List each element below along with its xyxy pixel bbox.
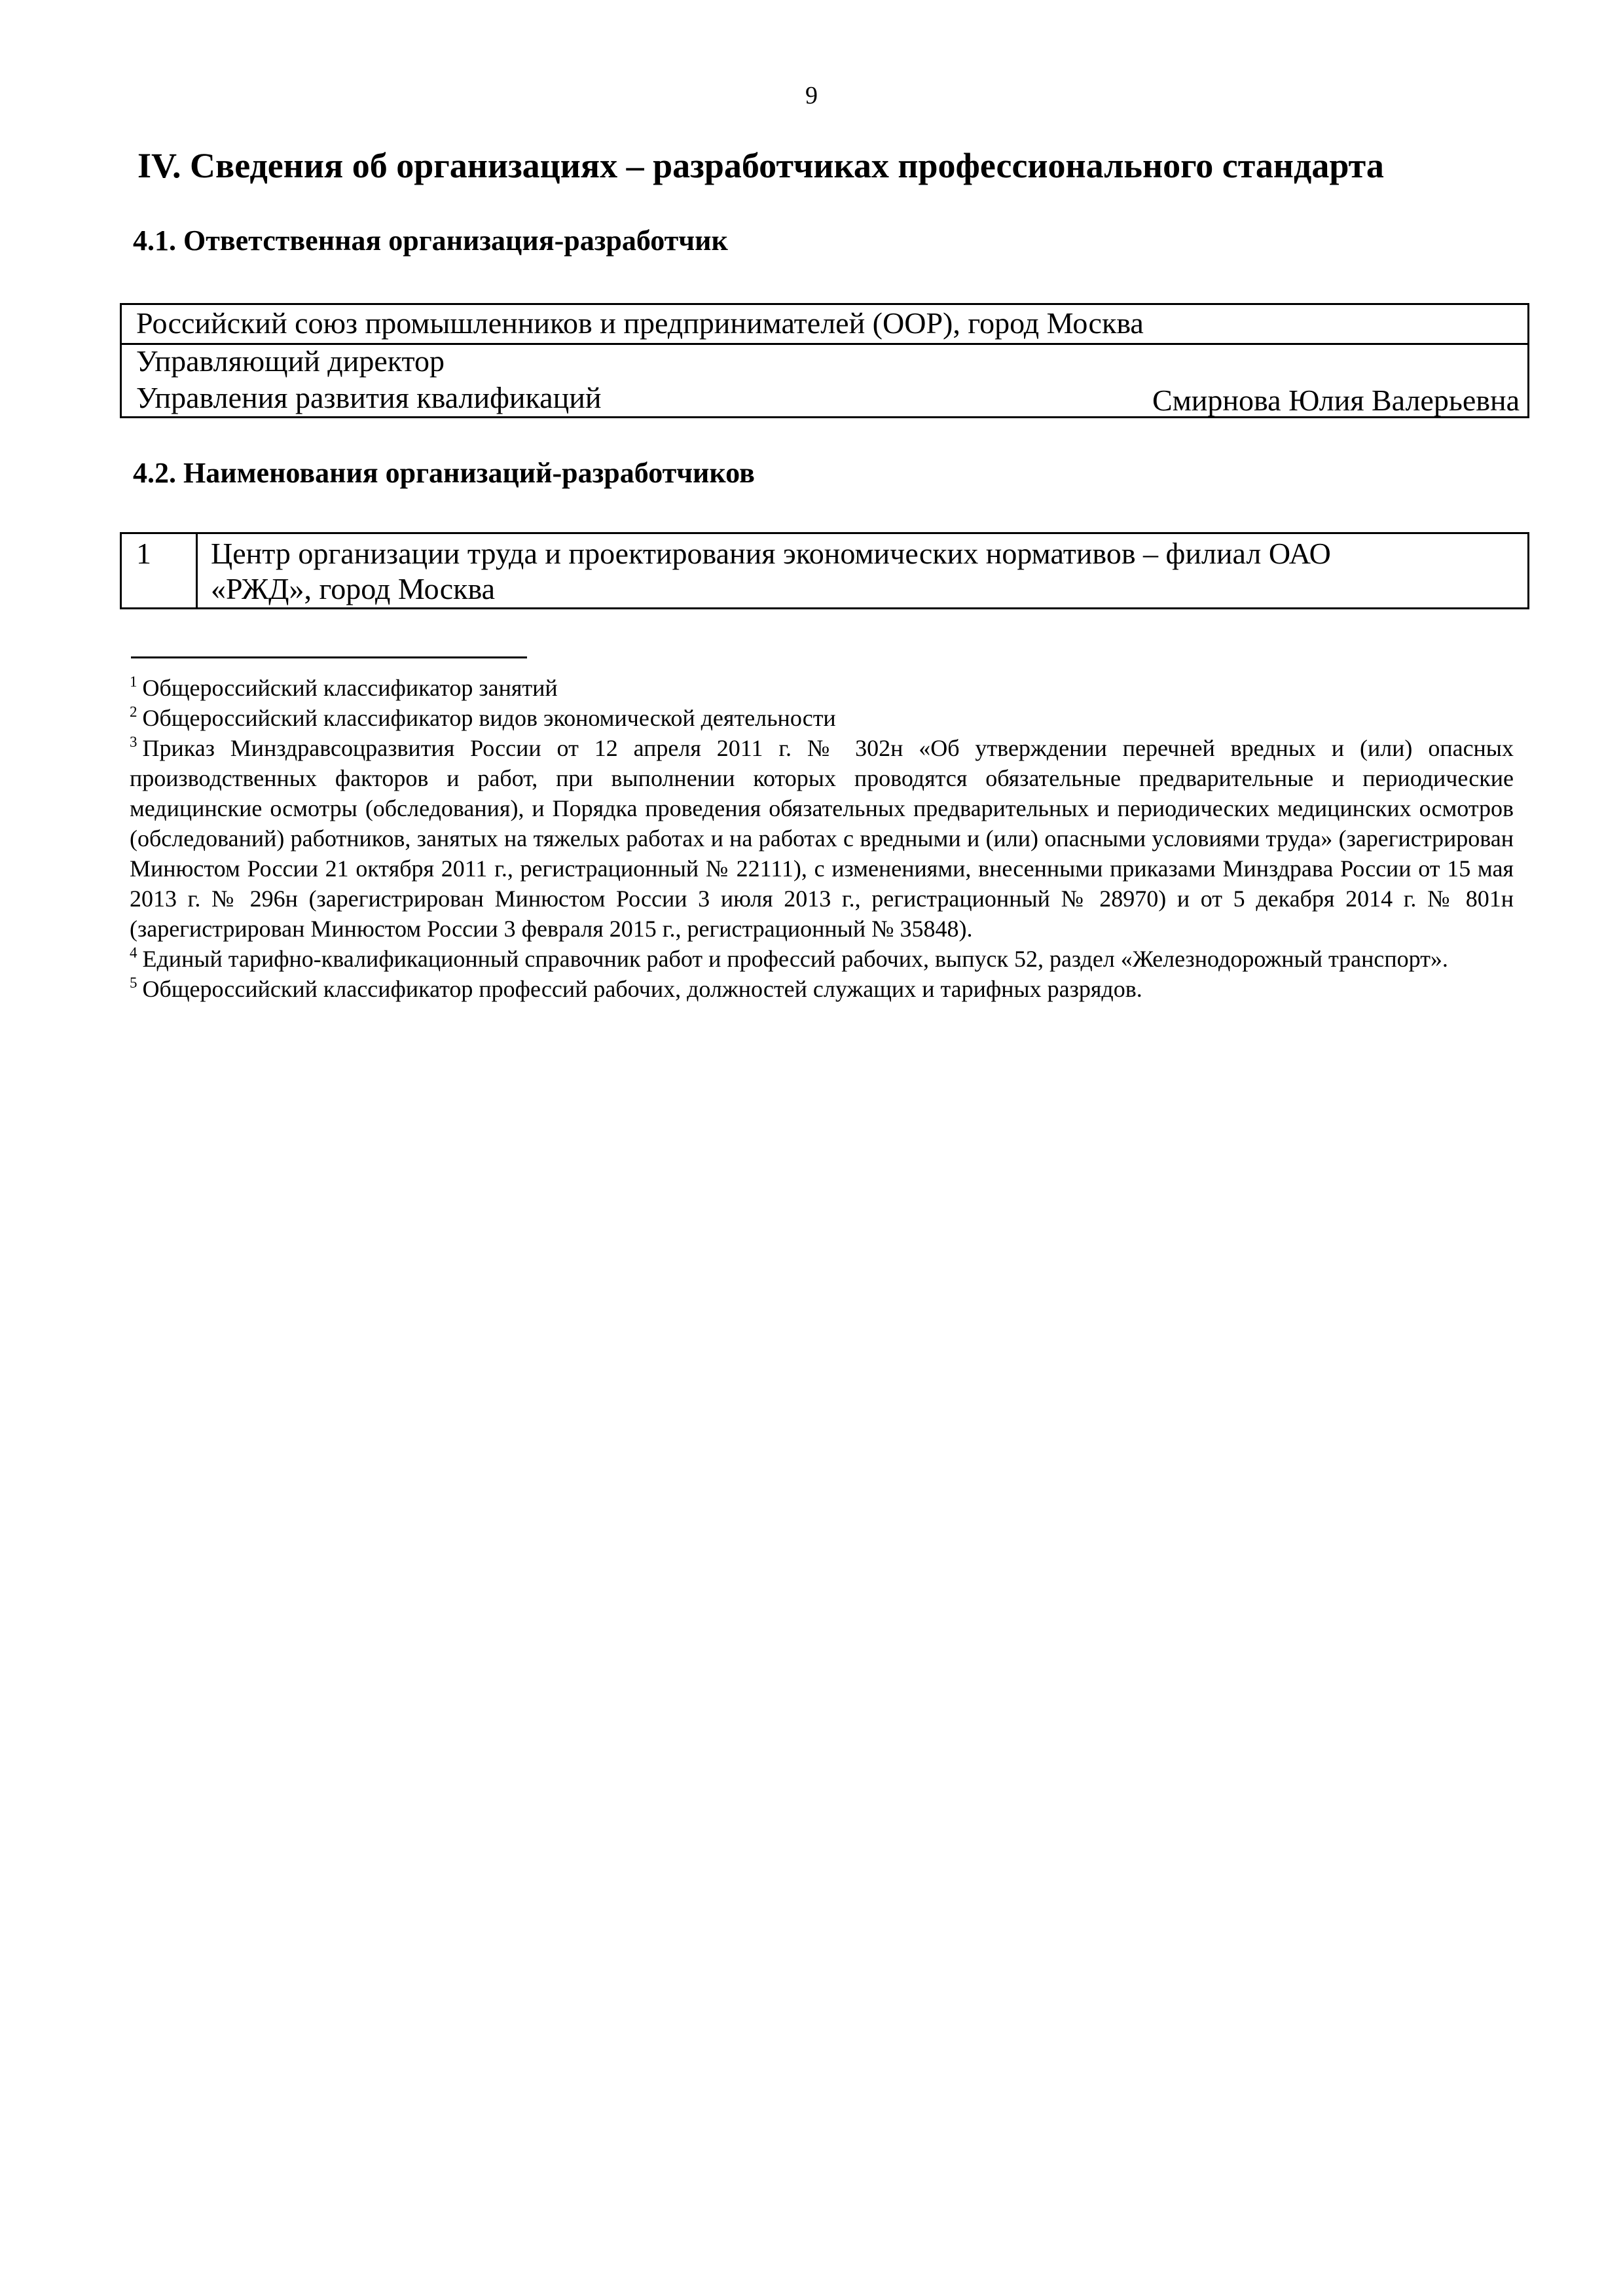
developer-org-name-line1: Центр организации труда и проектирования экономических нормативов – филиал ОАО [211, 537, 1331, 570]
footnote-1 [130, 673, 1514, 703]
footnote-marker: 2 [130, 704, 137, 720]
footnote-marker: 5 [130, 975, 137, 991]
footnote-5 [130, 974, 1514, 1004]
responsible-org-heading: 4.1. Ответственная организация-разработчик [133, 224, 728, 257]
responsible-org-table [120, 303, 1529, 418]
responsible-org-row [122, 305, 1527, 345]
footnote-text: Общероссийский классификатор видов экономической деятельности [142, 705, 836, 731]
table-column-divider [196, 534, 198, 607]
responsible-person-name: Смирнова Юлия Валерьевна [1152, 384, 1520, 417]
footnote-marker: 4 [130, 944, 137, 961]
responsible-position-line2: Управления развития квалификаций [136, 381, 602, 414]
footnote-text: Приказ Минздравсоцразвития России от 12 апреля 2011 г. № 302н «Об утверждении перечней вредных и (или) опасных производственных факторов и работ, при выполнении которых проводятся обязательные предварительные и периодические медицинские осмотры (обследования), и Порядка проведения обязательных предварительных и периодических медицинских осмотров (обследований) работников, занятых на тяжелых работах и на работах с вредными и (или) опасными условиями труда» (зарегистрирован Минюстом России 21 октября 2011 г., регистрационный № 22111), с изменениями, внесенными приказами Минздрава России от 15 мая 2013 г. № 296н (зарегистрирован Минюстом России 3 июля 2013 г., регистрационный № 28970) и от 5 декабря 2014 г. № 801н (зарегистрирован Минюстом России 3 февраля 2015 г., регистрационный № 35848). [130, 735, 1514, 942]
footnote-text: Общероссийский классификатор профессий рабочих, должностей служащих и тарифных разрядов. [142, 976, 1142, 1002]
footnote-marker: 3 [130, 734, 137, 750]
page-number: 9 [805, 82, 818, 109]
developer-org-name-line2: «РЖД», город Москва [211, 572, 496, 605]
footnote-marker: 1 [130, 673, 137, 690]
footnote-3 [130, 733, 1514, 944]
footnote-2 [130, 703, 1514, 733]
footnote-separator [131, 656, 527, 658]
footnote-text: Единый тарифно-квалификационный справочник работ и профессий рабочих, выпуск 52, раздел «Железнодорожный транспорт». [142, 946, 1448, 972]
row-number: 1 [136, 537, 151, 570]
developer-orgs-table [120, 532, 1529, 609]
section-title: IV. Сведения об организациях – разработчиках профессионального стандарта [137, 146, 1384, 185]
responsible-org-name: Российский союз промышленников и предпринимателей (ООР), город Москва [136, 306, 1144, 340]
responsible-position-line1: Управляющий директор [136, 344, 445, 378]
footnotes [130, 673, 1514, 1004]
footnote-4 [130, 944, 1514, 974]
footnote-text: Общероссийский классификатор занятий [142, 675, 558, 701]
developer-orgs-heading: 4.2. Наименования организаций-разработчиков [133, 457, 755, 489]
